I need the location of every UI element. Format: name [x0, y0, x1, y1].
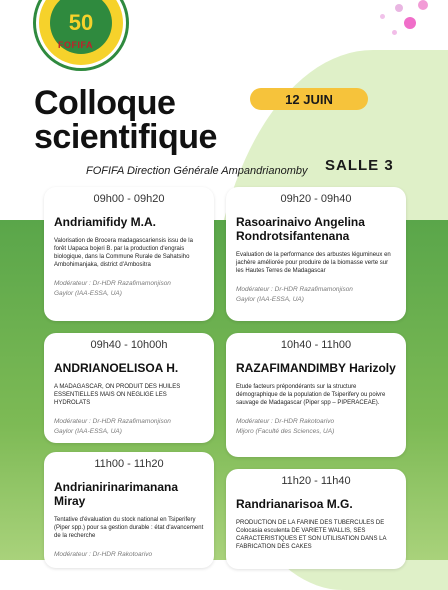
logo-inner-emblem: 50 [50, 0, 112, 54]
moderator-label: Modérateur : Dr-HDR Razafimamonjison [54, 418, 171, 425]
session-time: 09h20 - 09h40 [280, 193, 352, 205]
date-badge: 12 JUIN [250, 88, 368, 110]
talk-title: Valorisation de Brocera madagascariensis issu de la forêt Uapaca bojeri B. par la production d'engrais biologique, dans la Commune Rurale de Sahatsiho Ambohimanjaka, district d'Ambositra [54, 238, 193, 268]
speaker-name: Andriamifidy M.A. [54, 215, 157, 229]
moderator [54, 417, 204, 437]
session-card [226, 333, 406, 457]
session-time: 11h00 - 11h20 [94, 458, 164, 470]
moderator-name: Mijoro (Faculté des Sciences, UA) [236, 428, 335, 435]
page-title [34, 86, 217, 154]
session-card [44, 333, 214, 443]
moderator-label: Modérateur : Dr-HDR Razafimamonjison [54, 280, 171, 287]
moderator [54, 279, 204, 299]
session-time: 10h40 - 11h00 [280, 339, 352, 351]
moderator [236, 285, 396, 305]
session-card [226, 187, 406, 321]
talk-title: A MADAGASCAR, ON PRODUIT DES HUILES ESSENTIELLES MAIS ON NEGLIGE LES HYDROLATS [54, 384, 181, 406]
talk-title: Tentative d'évaluation du stock national en Tsiperifery (Piper spp.) pour sa gestion durable : état d'avancement de la recherche [54, 517, 204, 539]
fofifa-logo [36, 0, 126, 68]
logo-text: FOFIFA [58, 40, 93, 50]
moderator-label: Modérateur : Dr-HDR Rakotoarivo [54, 551, 153, 558]
room-label: SALLE 3 [325, 157, 394, 174]
talk-title: Evaluation de la performance des arbustes légumineux en jachère améliorée pour produire de la biomasse verte sur les Hautes Terres de Madagascar [236, 252, 391, 274]
speaker-name: Rasoarinaivo Angelina Rondrotsifantenana [236, 215, 365, 243]
venue-subtitle: FOFIFA Direction Générale Ampandrianomby [86, 165, 308, 177]
moderator-label: Modérateur : Dr-HDR Rakotoarivo [236, 418, 335, 425]
moderator-label: Modérateur : Dr-HDR Razafimamonjison [236, 286, 353, 293]
session-card [44, 187, 214, 321]
talk-title: Etude facteurs prépondérants sur la structure démographique de la population de Tsiperifery ou poivre sauvage de Madagascar (Piper spp – PIPERACEAE). [236, 384, 386, 406]
speaker-name: RAZAFIMANDIMBY Harizoly [236, 361, 396, 375]
moderator-name: Gaylor (IAA-ESSA, UA) [54, 428, 122, 435]
speaker-name: Andrianirinarimanana Miray [54, 480, 179, 508]
moderator-name: Gaylor (IAA-ESSA, UA) [54, 290, 122, 297]
moderator [54, 550, 204, 560]
speaker-name: ANDRIANOELISOA H. [54, 361, 179, 375]
title-line-1: Colloque [34, 84, 176, 122]
talk-title: PRODUCTION DE LA FARINE DES TUBERCULES DE Colocasia esculenta DE VARIETE WALLIS, SES CARACTERISTIQUES ET SON UTILISATION DANS LA FABRICATION DES CAKES [236, 520, 387, 550]
title-line-2: scientifique [34, 118, 217, 156]
moderator-name: Gaylor (IAA-ESSA, UA) [236, 296, 304, 303]
session-card [226, 469, 406, 569]
session-time: 11h20 - 11h40 [281, 475, 351, 487]
session-time: 09h00 - 09h20 [93, 193, 165, 205]
speaker-name: Randrianarisoa M.G. [236, 497, 353, 511]
session-card [44, 452, 214, 568]
moderator [236, 417, 396, 437]
session-time: 09h40 - 10h00h [90, 339, 168, 351]
